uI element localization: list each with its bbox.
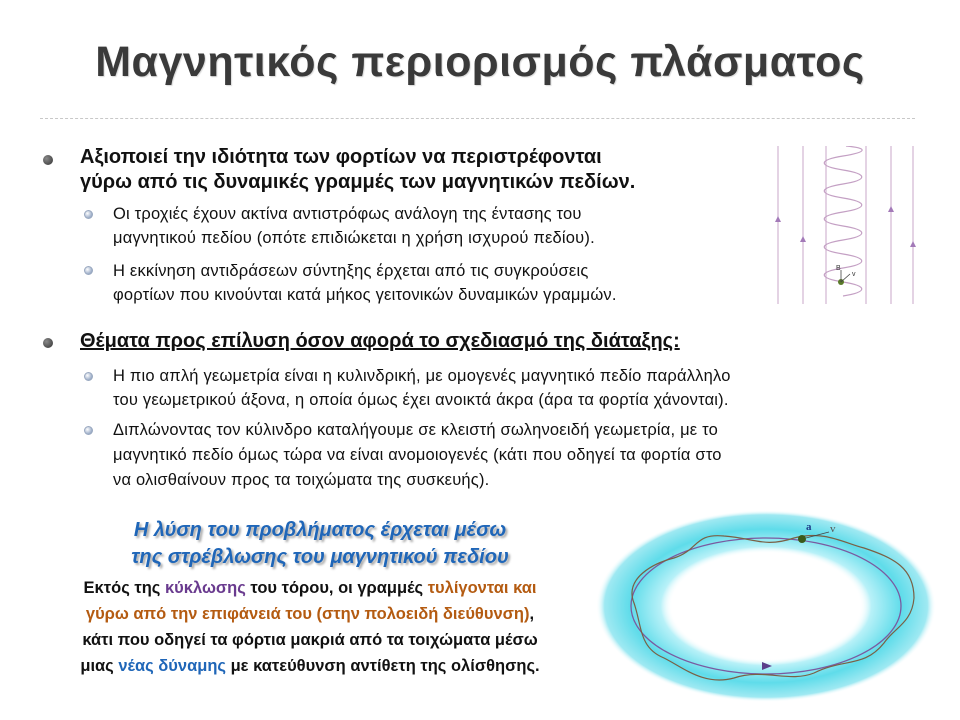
solution-line2: της στρέβλωσης του μαγνητικού πεδίου xyxy=(131,546,509,568)
field-label-b: B xyxy=(836,265,841,272)
section2-sub2-line3: να ολισθαίνουν προς τα τοιχώματα της συσκευής). xyxy=(113,471,490,489)
section1-heading-line2: γύρω από τις δυναμικές γραμμές των μαγνητικών πεδίων. xyxy=(80,171,636,193)
solution-line1: Η λύση του προβλήματος έρχεται μέσω xyxy=(133,519,507,541)
section2-sub1-line2: του γεωμετρικού άξονα, η οποία όμως έχει ανοικτά άκρα (άρα τα φορτία χάνονται). xyxy=(113,391,729,409)
velocity-label-v: v xyxy=(830,523,836,535)
section1-sub2-line1: Η εκκίνηση αντιδράσεων σύντηξης έρχεται από τις συγκρούσεις xyxy=(113,262,589,280)
explanation-line2 xyxy=(20,601,600,627)
keyword-tyligontai: τυλίγονται και xyxy=(427,579,537,597)
solution-heading xyxy=(70,517,570,571)
sub-bullet-icon xyxy=(84,372,93,381)
explanation-text: μιας xyxy=(80,657,119,675)
explanation-text: με κατεύθυνση αντίθετη της ολίσθησης. xyxy=(225,657,540,675)
section1-sub1-line1: Οι τροχιές έχουν ακτίνα αντιστρόφως ανάλογη της έντασης του xyxy=(113,205,582,223)
particle-dot xyxy=(798,535,806,543)
section1-sub2-line2: φορτίων που κινούνται κατά μήκος γειτονικών δυναμικών γραμμών. xyxy=(113,286,617,304)
explanation-text: , xyxy=(529,605,535,623)
acceleration-label-a: a xyxy=(806,521,812,533)
keyword-poloeidis: γύρω από την επιφάνειά του (στην πολοειδή διεύθυνση) xyxy=(85,605,530,623)
section2-sub1-line1: Η πιο απλή γεωμετρία είναι η κυλινδρική, με ομογενές μαγνητικό πεδίο παράλληλο xyxy=(113,367,731,385)
explanation-line3: κάτι που οδηγεί τα φόρτια μακριά από τα τοιχώματα μέσω xyxy=(82,631,538,649)
slide-title: Μαγνητικός περιορισμός πλάσματος xyxy=(95,38,865,86)
section2-sub2-line1: Διπλώνοντας τον κύλινδρο καταλήγουμε σε κλειστή σωληνοειδή γεωμετρία, με το xyxy=(113,421,719,439)
explanation-line1 xyxy=(20,575,600,601)
sub-bullet-icon xyxy=(84,266,93,275)
section1-heading-line1: Αξιοποιεί την ιδιότητα των φορτίων να περιστρέφονται xyxy=(80,146,602,168)
bullet-icon xyxy=(43,338,53,348)
sub-bullet-icon xyxy=(84,426,93,435)
section1-sub1-line2: μαγνητικού πεδίου (οπότε επιδιώκεται η χρήση ισχυρού πεδίου). xyxy=(113,229,595,247)
velocity-label-v: v xyxy=(852,271,856,278)
explanation-text: του τόρου, οι γραμμές xyxy=(245,579,428,597)
keyword-kyklosi: κύκλωσης xyxy=(164,579,246,597)
keyword-nea-dynami: νέας δύναμης xyxy=(118,657,226,675)
explanation-line4 xyxy=(20,653,600,679)
bullet-icon xyxy=(43,155,53,165)
title-divider xyxy=(40,118,915,119)
section2-sub2-line2: μαγνητικό πεδίο όμως τώρα να είναι ανομοιογενές (κάτι που οδηγεί τα φορτία στο xyxy=(113,446,722,464)
explanation-paragraph xyxy=(20,575,600,679)
explanation-text: Εκτός της xyxy=(83,579,165,597)
section2-heading: Θέματα προς επίλυση όσον αφορά το σχεδιασμό της διάταξης: xyxy=(80,330,680,352)
sub-bullet-icon xyxy=(84,210,93,219)
helix-field-lines-figure xyxy=(768,146,918,304)
torus-figure xyxy=(594,508,939,704)
